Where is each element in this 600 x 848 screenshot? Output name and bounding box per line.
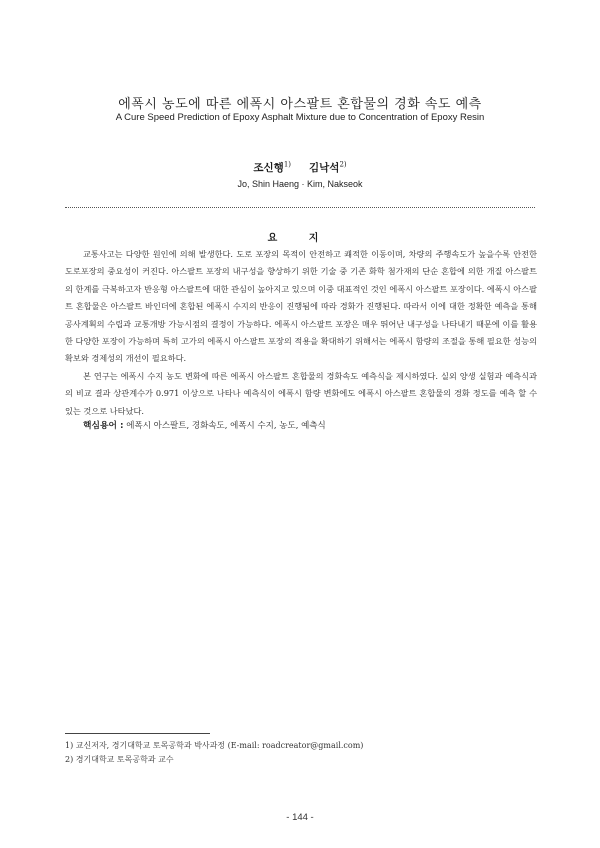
abstract-paragraph: 교통사고는 다양한 원인에 의해 발생한다. 도로 포장의 목적이 안전하고 쾌적한 이동이며, 차량의 주행속도가 높을수록 안전한 도로포장의 중요성이 커진다. 아스팔트 포장의 내구성을 향상하기 위한 기술 중 기존 화학 첨가재의 단순 혼합에 의한 개질 아스팔트의 한계를 극복하고자 반응형 아스팔트에 대한 관심이 높아지고 있으며 이중 대표적인 것인 에폭시 아스팔트 포장이다. 에폭시 아스팔트 혼합물은 아스팔트 바인더에 혼합된 에폭시 수지의 반응이 진행됨에 따라 경화가 진행된다. 따라서 이에 대한 정확한 예측을 통해 공사계획의 수립과 교통개방 가능시점의 결정이 가능하다. 에폭시 아스팔트 포장은 매우 뛰어난 내구성을 나타내기 때문에 이를 활용한 다양한 포장이 가능하며 특히 고가의 에폭시 아스팔트 포장의 적용을 확대하기 위해서는 에폭시 함량의 조절을 통해 필요한 성능의 확보와 경제성의 개선이 필요하다. [65, 249, 537, 364]
author-footnote-mark: 1) [283, 160, 291, 169]
section-divider [65, 207, 535, 208]
author-name: 조신행 [253, 162, 284, 174]
keywords-label: 핵심용어 : [83, 421, 124, 431]
footnote: 2) 경기대학교 토목공학과 교수 [65, 754, 174, 764]
abstract-body [65, 246, 537, 420]
author-line [0, 160, 600, 175]
author-footnote-mark: 2) [339, 160, 347, 169]
footnote-divider [65, 733, 210, 734]
paper-title-korean: 에폭시 농도에 따른 에폭시 아스팔트 혼합물의 경화 속도 예측 [118, 97, 482, 112]
abstract-heading: 요 지 [267, 233, 333, 244]
author-line-english: Jo, Shin Haeng · Kim, Nakseok [237, 179, 363, 189]
footnote: 1) 교신저자, 경기대학교 토목공학과 박사과정 (E-mail: roadcreator@gmail.com) [65, 741, 364, 750]
abstract-paragraph: 본 연구는 에폭시 수지 농도 변화에 따른 에폭시 아스팔트 혼합물의 경화속도 예측식을 제시하였다. 실외 양생 실험과 예측식과의 비교 결과 상관계수가 0.971 이상으로 나타나 예측식이 에폭시 함량 변화에도 에폭시 아스팔트 혼합물의 경화 정도를 예측 할 수 있는 것으로 나타났다. [65, 370, 537, 416]
paper-title-english: A Cure Speed Prediction of Epoxy Asphalt Mixture due to Concentration of Epoxy Resin [115, 112, 485, 123]
page-number: - 144 - [286, 812, 314, 823]
footnotes [65, 739, 535, 766]
keywords-text: 에폭시 아스팔트, 경화속도, 에폭시 수지, 농도, 예측식 [126, 421, 326, 431]
keywords [83, 418, 543, 431]
author-name: 김낙석 [309, 162, 340, 174]
